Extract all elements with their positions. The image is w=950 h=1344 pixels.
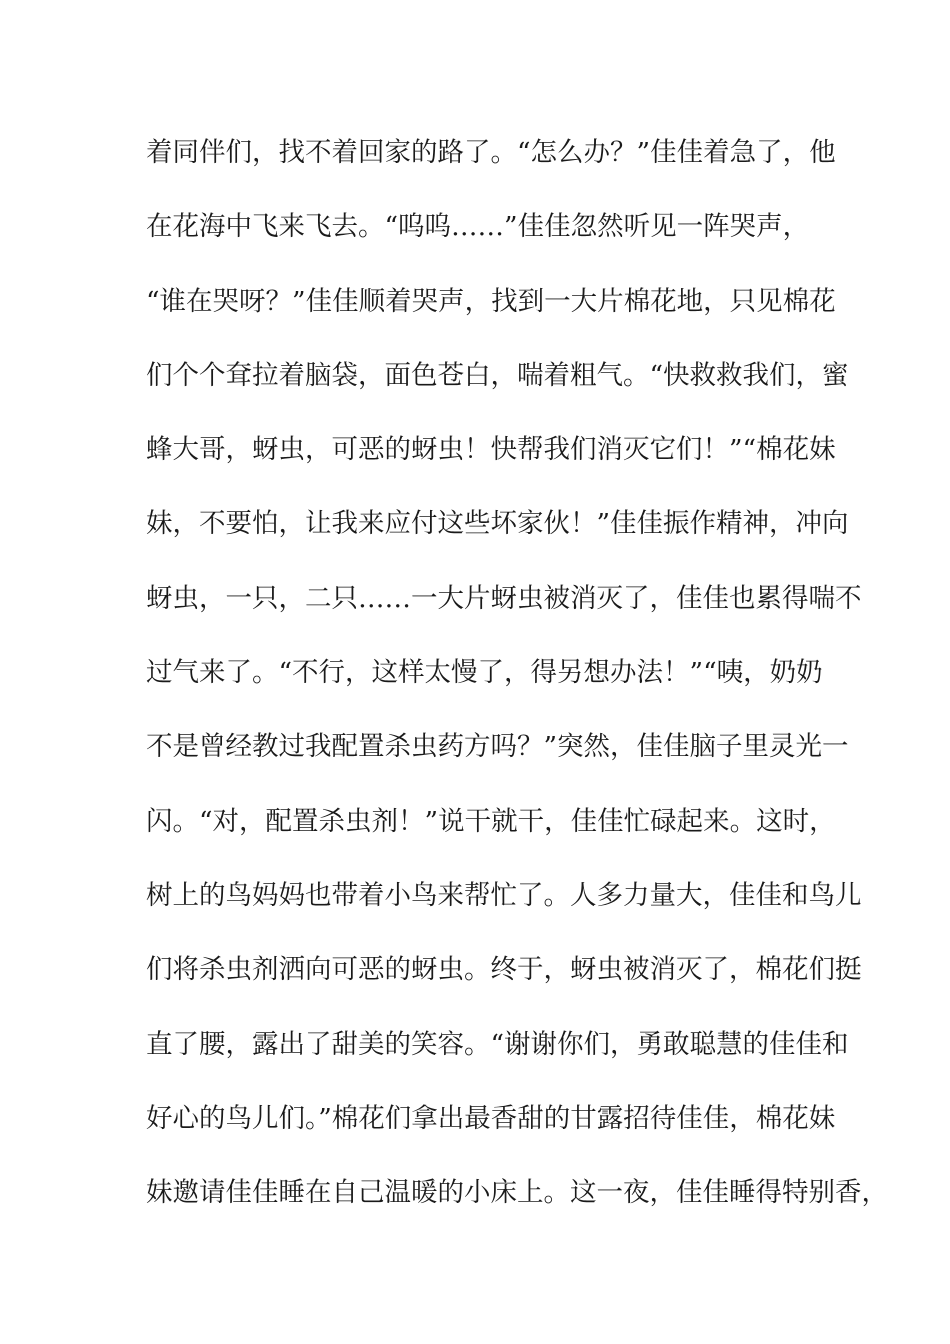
text-line-4: 们个个耷拉着脑袋，面色苍白，喘着粗气。“快救救我们，蜜 (146, 359, 849, 391)
text-line-5: 蜂大哥，蚜虫，可恶的蚜虫！快帮我们消灭它们！”“棉花妹 (146, 434, 836, 466)
text-line-1: 着同伴们，找不着回家的路了。“怎么办？”佳佳着急了，他 (146, 137, 836, 168)
text-line-6: 妹，不要怕，让我来应付这些坏家伙！”佳佳振作精神，冲向 (146, 508, 849, 540)
text-line-13: 直了腰，露出了甜美的笑容。“谢谢你们，勇敢聪慧的佳佳和 (146, 1028, 849, 1060)
text-line-8: 过气来了。“不行，这样太慢了，得另想办法！”“咦，奶奶 (146, 657, 823, 689)
text-line-7: 蚜虫，一只，二只……一大片蚜虫被消灭了，佳佳也累得喘不 (146, 582, 862, 614)
text-line-11: 树上的鸟妈妈也带着小鸟来帮忙了。人多力量大，佳佳和鸟儿 (146, 879, 862, 911)
text-line-12: 们将杀虫剂洒向可恶的蚜虫。终于，蚜虫被消灭了，棉花们挺 (146, 954, 862, 986)
text-line-9: 不是曾经教过我配置杀虫药方吗？”突然，佳佳脑子里灵光一 (146, 731, 849, 763)
text-line-15: 妹邀请佳佳睡在自己温暖的小床上。这一夜，佳佳睡得特别香， (146, 1177, 888, 1209)
text-line-14: 好心的鸟儿们。”棉花们拿出最香甜的甘露招待佳佳，棉花妹 (146, 1102, 836, 1134)
text-line-3: “谁在哭呀？”佳佳顺着哭声，找到一大片棉花地，只见棉花 (146, 285, 836, 317)
text-line-2: 在花海中飞来飞去。“呜呜……”佳佳忽然听见一阵哭声， (146, 211, 810, 243)
text-line-10: 闪。“对，配置杀虫剂！”说干就干，佳佳忙碌起来。这时， (146, 805, 836, 837)
story-text-block (146, 133, 888, 1247)
